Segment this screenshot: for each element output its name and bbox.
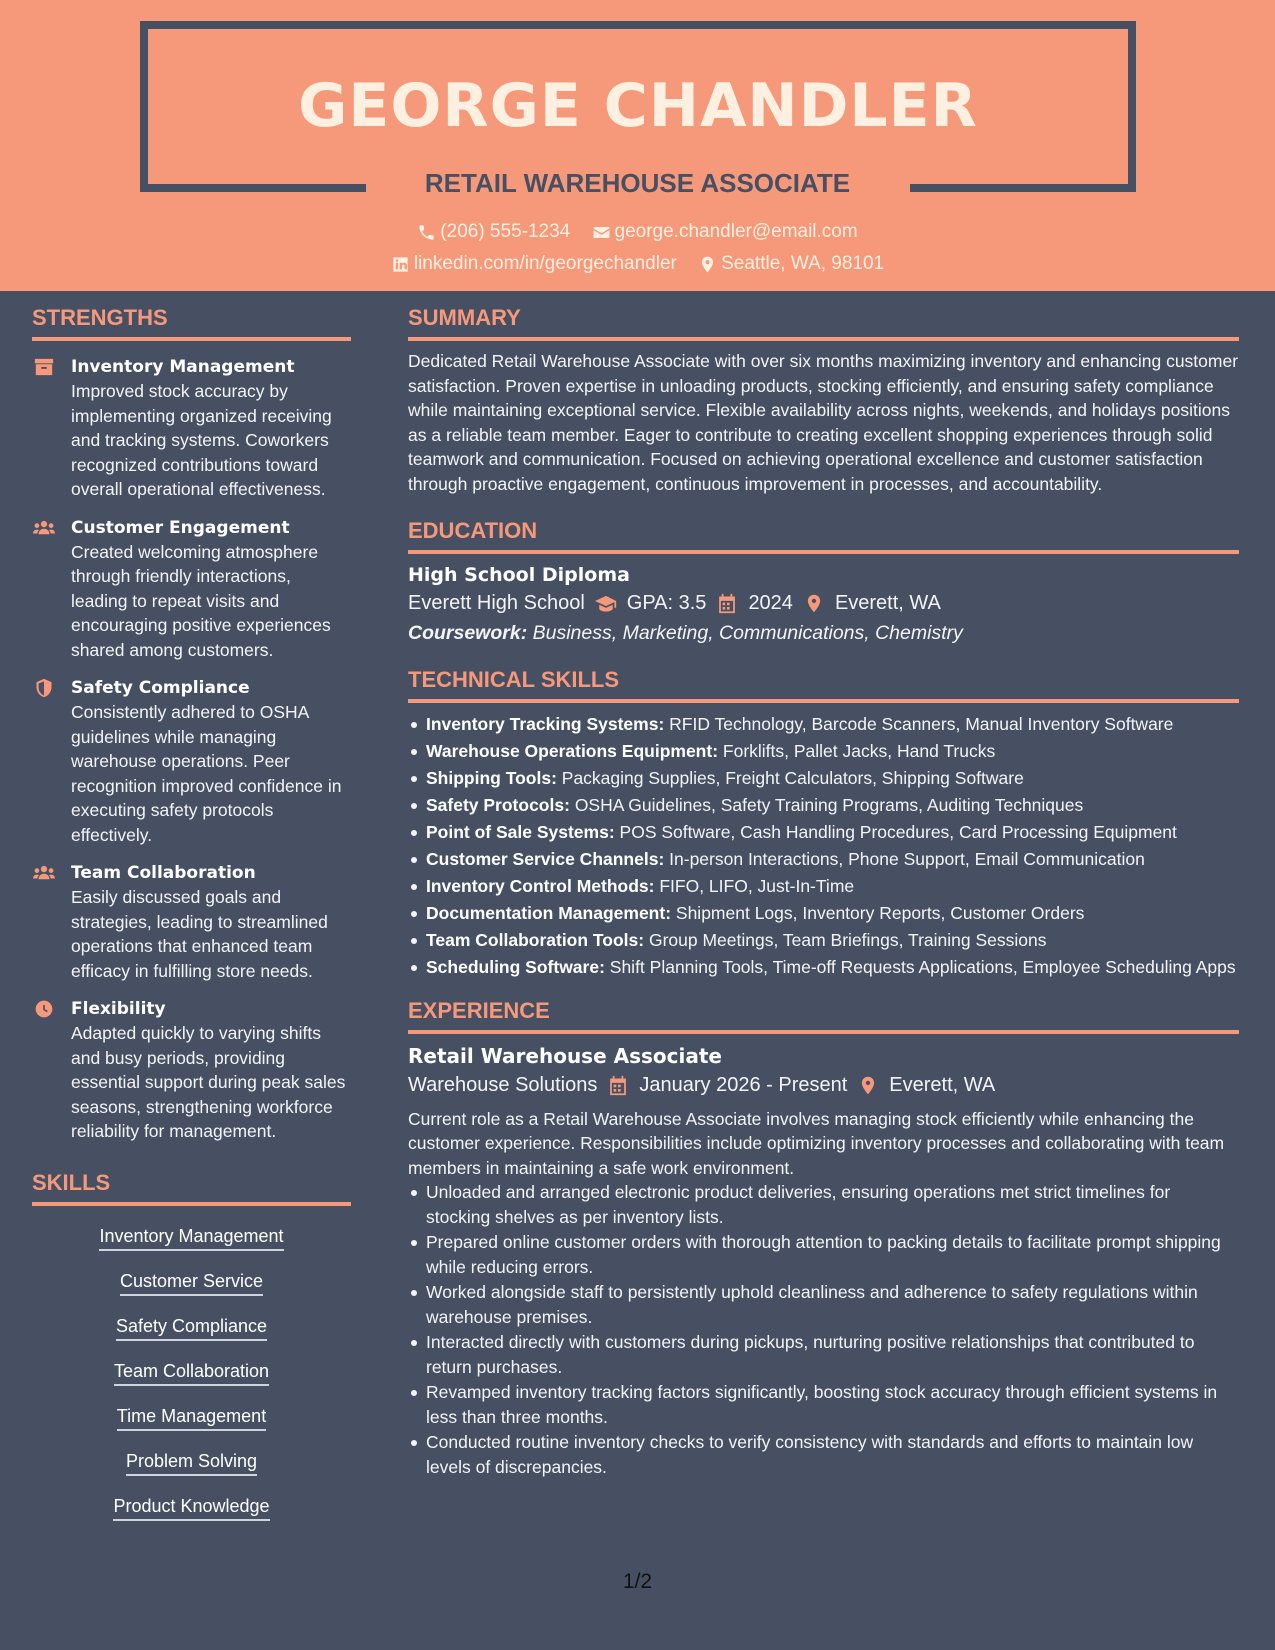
strength-item: [32, 355, 351, 502]
skill-category: Customer Service Channels:: [426, 849, 665, 869]
graduation-year: 2024: [748, 592, 793, 614]
left-column: [32, 305, 351, 1533]
strength-item: [32, 861, 351, 983]
skill-tag: Time Management: [117, 1406, 266, 1431]
skill-category: Point of Sale Systems:: [426, 822, 615, 842]
skill-category: Shipping Tools:: [426, 768, 557, 788]
gpa: GPA: 3.5: [626, 592, 707, 614]
location-contact: [698, 253, 884, 275]
list-item: [408, 874, 1239, 899]
list-item: Interacted directly with customers during pickups, nurturing positive relationships that contributed to return purchases.: [408, 1330, 1239, 1379]
list-item: Worked alongside staff to persistently uphold cleanliness and adherence to safety regulations within warehouse premises.: [408, 1280, 1239, 1329]
strength-desc: Consistently adhered to OSHA guidelines while managing warehouse operations. Peer recognition improved confidence in executing safety protocols effectively.: [71, 702, 342, 845]
job-description: Current role as a Retail Warehouse Associate involves managing stock efficiently while enhancing the customer experience. Responsibilities include optimizing inventory processes and collaborating with team members in maintaining a safe work environment.: [408, 1108, 1225, 1178]
candidate-name: GEORGE CHANDLER: [298, 71, 978, 141]
linkedin-text: linkedin.com/in/georgechandler: [413, 253, 677, 274]
skill-category: Team Collaboration Tools:: [426, 930, 645, 950]
company-name: Warehouse Solutions: [408, 1073, 598, 1096]
skill-category: Warehouse Operations Equipment:: [426, 741, 719, 761]
strength-desc: Easily discussed goals and strategies, leading to streamlined operations that enhanced team efficacy in fulfilling store needs.: [71, 887, 328, 981]
strength-item: [32, 516, 351, 663]
strength-title: Inventory Management: [71, 357, 295, 377]
skill-category: Inventory Control Methods:: [426, 876, 655, 896]
skill-category: Inventory Tracking Systems:: [426, 714, 665, 734]
job-location: Everett, WA: [889, 1073, 996, 1096]
calendar-icon: [607, 1075, 629, 1096]
summary-heading: SUMMARY: [408, 305, 1239, 341]
job-bullets: [408, 1180, 1239, 1479]
skill-values: In-person Interactions, Phone Support, Email Communication: [669, 849, 1145, 869]
map-pin-icon: [803, 593, 825, 614]
users-icon: [33, 863, 55, 885]
strength-desc: Created welcoming atmosphere through friendly interactions, leading to repeat visits and encouraging positive experiences shared among customers.: [71, 541, 331, 660]
strength-title: Flexibility: [71, 999, 166, 1019]
contact-row-1: [0, 221, 1275, 248]
calendar-icon: [716, 593, 738, 614]
skill-values: Forklifts, Pallet Jacks, Hand Trucks: [722, 741, 996, 761]
map-pin-icon: [698, 255, 717, 274]
coursework: [408, 622, 1239, 645]
skills-list: [32, 1218, 351, 1533]
contact-row-2: [0, 253, 1275, 280]
skill-values: POS Software, Cash Handling Procedures, Card Processing Equipment: [619, 822, 1177, 842]
linkedin-contact[interactable]: [391, 253, 677, 275]
coursework-list: Business, Marketing, Communications, Chemistry: [532, 622, 963, 644]
skill-tag: Product Knowledge: [113, 1496, 269, 1521]
strength-item: [32, 676, 351, 847]
strength-item: [32, 997, 351, 1144]
skill-values: FIFO, LIFO, Just-In-Time: [659, 876, 855, 896]
resume-header: [0, 0, 1275, 291]
skill-values: Shift Planning Tools, Time-off Requests Applications, Employee Scheduling Apps: [609, 957, 1236, 977]
school-location: Everett, WA: [834, 592, 941, 614]
phone-icon: [417, 223, 436, 242]
job-role: Retail Warehouse Associate: [408, 1043, 722, 1068]
skill-tag: Safety Compliance: [116, 1316, 267, 1341]
map-pin-icon: [857, 1075, 879, 1096]
summary-text: Dedicated Retail Warehouse Associate with over six months maximizing inventory and enhancing customer satisfaction. Proven expertise in unloading products, stocking efficiently, and ensuring safety compliance while maintaining exceptional service. Flexible availability across nights, weekends, and holidays positions as a reliable team member. Eager to contribute to creating excellent shopping experiences through solid teamwork and communication. Focused on achieving operational excellence and customer satisfaction through proactive engagement, continuous improvement in processes, and accountability.: [408, 351, 1239, 494]
education-meta: [408, 592, 1239, 615]
technical-skills-list: [408, 712, 1239, 980]
school-name: Everett High School: [408, 592, 585, 614]
box-icon: [33, 357, 55, 379]
job-title: RETAIL WAREHOUSE ASSOCIATE: [424, 168, 851, 198]
users-icon: [33, 518, 55, 540]
skill-values: RFID Technology, Barcode Scanners, Manual Inventory Software: [669, 714, 1174, 734]
page-number: 1/2: [622, 1570, 653, 1593]
skill-category: Safety Protocols:: [426, 795, 570, 815]
list-item: [408, 820, 1239, 845]
right-column: [408, 305, 1239, 1480]
strengths-heading: STRENGTHS: [32, 305, 351, 341]
skill-values: Shipment Logs, Inventory Reports, Customer Orders: [675, 903, 1085, 923]
list-item: [408, 766, 1239, 791]
name-frame: [140, 21, 1136, 192]
phone-contact[interactable]: [417, 221, 570, 243]
shield-icon: [33, 678, 55, 700]
technical-skills-heading: TECHNICAL SKILLS: [408, 667, 1239, 703]
skill-values: Group Meetings, Team Briefings, Training Sessions: [648, 930, 1047, 950]
skill-values: OSHA Guidelines, Safety Training Programs, Auditing Techniques: [574, 795, 1084, 815]
list-item: [408, 712, 1239, 737]
degree: High School Diploma: [408, 564, 630, 586]
skill-category: Documentation Management:: [426, 903, 672, 923]
clock-icon: [33, 999, 55, 1021]
location-text: Seattle, WA, 98101: [721, 253, 885, 274]
experience-meta: [408, 1074, 1239, 1097]
linkedin-icon: [391, 255, 410, 274]
strength-title: Customer Engagement: [71, 517, 290, 538]
list-item: [408, 955, 1239, 980]
list-item: [408, 793, 1239, 818]
email-text: george.chandler@email.com: [614, 221, 858, 242]
skills-heading: SKILLS: [32, 1170, 351, 1206]
job-dates: January 2026 - Present: [639, 1073, 848, 1096]
list-item: Conducted routine inventory checks to verify consistency with standards and efforts to maintain low levels of discrepancies.: [408, 1430, 1239, 1479]
skill-tag: Customer Service: [120, 1271, 263, 1296]
skill-tag: Team Collaboration: [114, 1361, 269, 1386]
list-item: [408, 928, 1239, 953]
list-item: Revamped inventory tracking factors significantly, boosting stock accuracy through efficient systems in less than three months.: [408, 1380, 1239, 1429]
strength-desc: Adapted quickly to varying shifts and busy periods, providing essential support during peak sales seasons, strengthening workforce reliability for management.: [71, 1023, 346, 1141]
strength-title: Team Collaboration: [71, 863, 256, 883]
list-item: Prepared online customer orders with thorough attention to packing details to facilitate prompt shipping while reducing errors.: [408, 1230, 1239, 1279]
list-item: Unloaded and arranged electronic product deliveries, ensuring operations met strict timelines for stocking shelves as per inventory lists.: [408, 1180, 1239, 1229]
phone-text: (206) 555-1234: [440, 221, 571, 242]
experience-heading: EXPERIENCE: [408, 998, 1239, 1034]
strength-title: Safety Compliance: [71, 678, 250, 698]
education-heading: EDUCATION: [408, 518, 1239, 554]
list-item: [408, 739, 1239, 764]
list-item: [408, 847, 1239, 872]
strength-desc: Improved stock accuracy by implementing organized receiving and tracking systems. Coworkers recognized contributions toward overall operational effectiveness.: [71, 381, 332, 499]
coursework-label: Coursework:: [408, 622, 528, 644]
skill-values: Packaging Supplies, Freight Calculators, Shipping Software: [561, 768, 1024, 788]
skill-category: Scheduling Software:: [426, 957, 605, 977]
list-item: [408, 901, 1239, 926]
envelope-icon: [592, 223, 611, 242]
email-contact[interactable]: [592, 221, 858, 243]
skill-tag: Inventory Management: [99, 1226, 283, 1251]
graduation-cap-icon: [595, 593, 617, 614]
skill-tag: Problem Solving: [126, 1451, 257, 1476]
